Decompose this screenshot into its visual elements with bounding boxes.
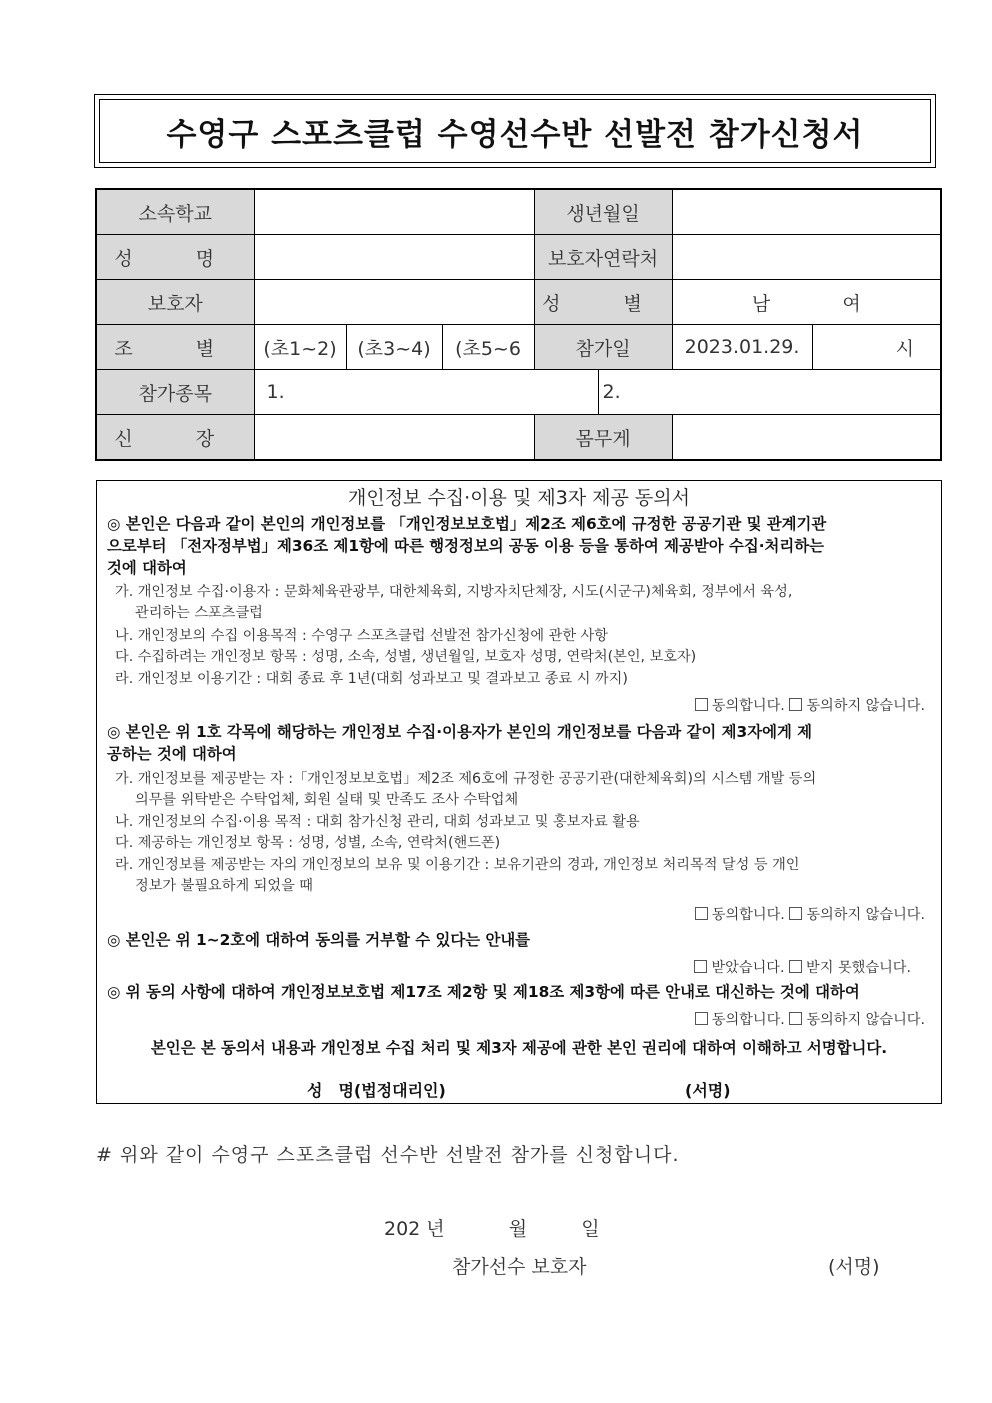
section2-item-b: 나. 개인정보의 수집·이용 목적 : 대회 참가신청 관리, 대회 성과보고 및 홍보자료 활용 [115, 814, 640, 830]
group-option-1[interactable]: (초1~2) [254, 325, 346, 370]
agree-option[interactable]: 동의합니다. [711, 698, 785, 714]
name-label: 성 명 [96, 235, 254, 280]
section2-item-a-cont: 의무를 위탁받은 수탁업체, 회원 실태 및 만족도 조사 수탁업체 [135, 792, 519, 808]
section2-item-c: 다. 제공하는 개인정보 항목 : 성명, 성별, 소속, 연락처(핸드폰) [115, 835, 501, 851]
date-year[interactable]: 202 년 [384, 1218, 445, 1240]
date-value: 2023.01.29. [672, 325, 812, 370]
application-form-table [95, 188, 942, 461]
checkbox[interactable] [789, 960, 802, 973]
group-option-3[interactable]: (초5~6 [442, 325, 534, 370]
section3-heading: ◎ 본인은 위 1~2호에 대하여 동의를 거부할 수 있다는 안내를 [107, 931, 531, 949]
title-frame [94, 94, 936, 168]
guardian-label: 보호자 [96, 280, 254, 325]
section1-item-a-cont: 관리하는 스포츠클럽 [135, 605, 263, 621]
title-inner-frame [99, 99, 931, 163]
checkbox[interactable] [789, 698, 802, 711]
application-statement: # 위와 같이 수영구 스포츠클럽 선수반 선발전 참가를 신청합니다. [96, 1144, 680, 1166]
name-field[interactable] [254, 235, 534, 280]
school-label: 소속학교 [96, 189, 254, 235]
page-title: 수영구 스포츠클럽 수영선수반 선발전 참가신청서 [166, 116, 864, 153]
table-row [96, 325, 941, 370]
section2-heading-line1: ◎ 본인은 위 1호 각목에 해당하는 개인정보 수집·이용자가 본인의 개인정보를 다음과 같이 제3자에게 제 [107, 723, 813, 741]
date-month[interactable]: 월 [508, 1218, 528, 1240]
checkbox[interactable] [694, 960, 707, 973]
birth-label: 생년월일 [534, 189, 672, 235]
table-row [96, 189, 941, 235]
group-label: 조 별 [96, 325, 254, 370]
disagree-option[interactable]: 동의하지 않습니다. [806, 907, 925, 923]
gender-label: 성 별 [534, 280, 672, 325]
event-label: 참가종목 [96, 370, 254, 415]
section2-item-d-cont: 정보가 불필요하게 되었을 때 [135, 878, 313, 894]
group-option-2[interactable]: (초3~4) [346, 325, 442, 370]
section1-item-c: 다. 수집하려는 개인정보 항목 : 성명, 소속, 성별, 생년월일, 보호자 성명, 연락처(본인, 보호자) [115, 649, 697, 665]
section3-choices [694, 957, 911, 977]
time-field[interactable] [812, 325, 941, 370]
table-row [96, 415, 941, 461]
application-date [384, 1214, 600, 1241]
time-unit: 시 [895, 337, 915, 360]
section2-choices [695, 904, 925, 924]
guardian-contact-label: 보호자연락처 [534, 235, 672, 280]
height-field[interactable] [254, 415, 534, 461]
weight-label: 몸무게 [534, 415, 672, 461]
section1-heading-line1: ◎ 본인은 다음과 같이 본인의 개인정보를 「개인정보보호법」제2조 제6호에 규정한 공공기관 및 관계기관 [107, 515, 827, 533]
birth-field[interactable] [672, 189, 941, 235]
consent-final-statement: 본인은 본 동의서 내용과 개인정보 수집 처리 및 제3자 제공에 관한 본인 권리에 대하여 이해하고 서명합니다. [150, 1039, 888, 1057]
gender-male-option[interactable]: 남 [751, 292, 771, 315]
checkbox[interactable] [789, 907, 802, 920]
disagree-option[interactable]: 동의하지 않습니다. [806, 1012, 925, 1028]
consent-title: 개인정보 수집·이용 및 제3자 제공 동의서 [348, 487, 690, 509]
event-2-field[interactable]: 2. [598, 370, 941, 415]
date-label: 참가일 [534, 325, 672, 370]
height-label: 신 장 [96, 415, 254, 461]
checkbox[interactable] [695, 698, 708, 711]
weight-field[interactable] [672, 415, 941, 461]
received-option[interactable]: 받았습니다. [711, 960, 785, 976]
gender-field[interactable] [672, 280, 941, 325]
date-day[interactable]: 일 [581, 1218, 600, 1240]
section4-choices [695, 1009, 925, 1029]
checkbox[interactable] [695, 1012, 708, 1025]
table-row [96, 235, 941, 280]
disagree-option[interactable]: 동의하지 않습니다. [806, 698, 925, 714]
section2-item-d: 라. 개인정보를 제공받는 자의 개인정보의 보유 및 이용기간 : 보유기관의 경과, 개인정보 처리목적 달성 등 개인 [115, 857, 800, 873]
event-1-field[interactable]: 1. [254, 370, 598, 415]
signature-mark[interactable]: (서명) [685, 1081, 731, 1100]
guardian-signature-mark[interactable]: (서명) [828, 1256, 880, 1278]
gender-female-option[interactable]: 여 [842, 292, 861, 315]
section1-item-b: 나. 개인정보의 수집 이용목적 : 수영구 스포츠클럽 선발전 참가신청에 관한 사항 [115, 628, 608, 644]
section2-item-a: 가. 개인정보를 제공받는 자 :「개인정보보호법」제2조 제6호에 규정한 공공기관(대한체육회)의 시스템 개발 등의 [115, 771, 817, 787]
guardian-signer-label: 참가선수 보호자 [452, 1256, 587, 1278]
agree-option[interactable]: 동의합니다. [711, 907, 785, 923]
checkbox[interactable] [695, 907, 708, 920]
not-received-option[interactable]: 받지 못했습니다. [806, 960, 911, 976]
section1-item-d: 라. 개인정보 이용기간 : 대회 종료 후 1년(대회 성과보고 및 결과보고 종료 시 까지) [115, 671, 628, 687]
consent-box [96, 480, 942, 1104]
school-field[interactable] [254, 189, 534, 235]
guardian-contact-field[interactable] [672, 235, 941, 280]
section1-choices [695, 695, 925, 715]
checkbox[interactable] [789, 1012, 802, 1025]
table-row [96, 280, 941, 325]
section1-heading-line2: 으로부터 「전자정부법」제36조 제1항에 따른 행정정보의 공동 이용 등을 통하여 제공받아 수집·처리하는 [107, 537, 825, 555]
agree-option[interactable]: 동의합니다. [711, 1012, 785, 1028]
section4-heading: ◎ 위 동의 사항에 대하여 개인정보보호법 제17조 제2항 및 제18조 제3항에 따른 안내로 대신하는 것에 대하여 [107, 983, 860, 1001]
section1-item-a: 가. 개인정보 수집·이용자 : 문화체육관광부, 대한체육회, 지방자치단체장, 시도(시군구)체육회, 정부에서 육성, [115, 584, 793, 600]
signer-name-label: 성 명(법정대리인) [307, 1081, 446, 1100]
section2-heading-line2: 공하는 것에 대하여 [107, 745, 237, 763]
section1-heading-line3: 것에 대하여 [107, 559, 187, 577]
table-row [96, 370, 941, 415]
guardian-field[interactable] [254, 280, 534, 325]
